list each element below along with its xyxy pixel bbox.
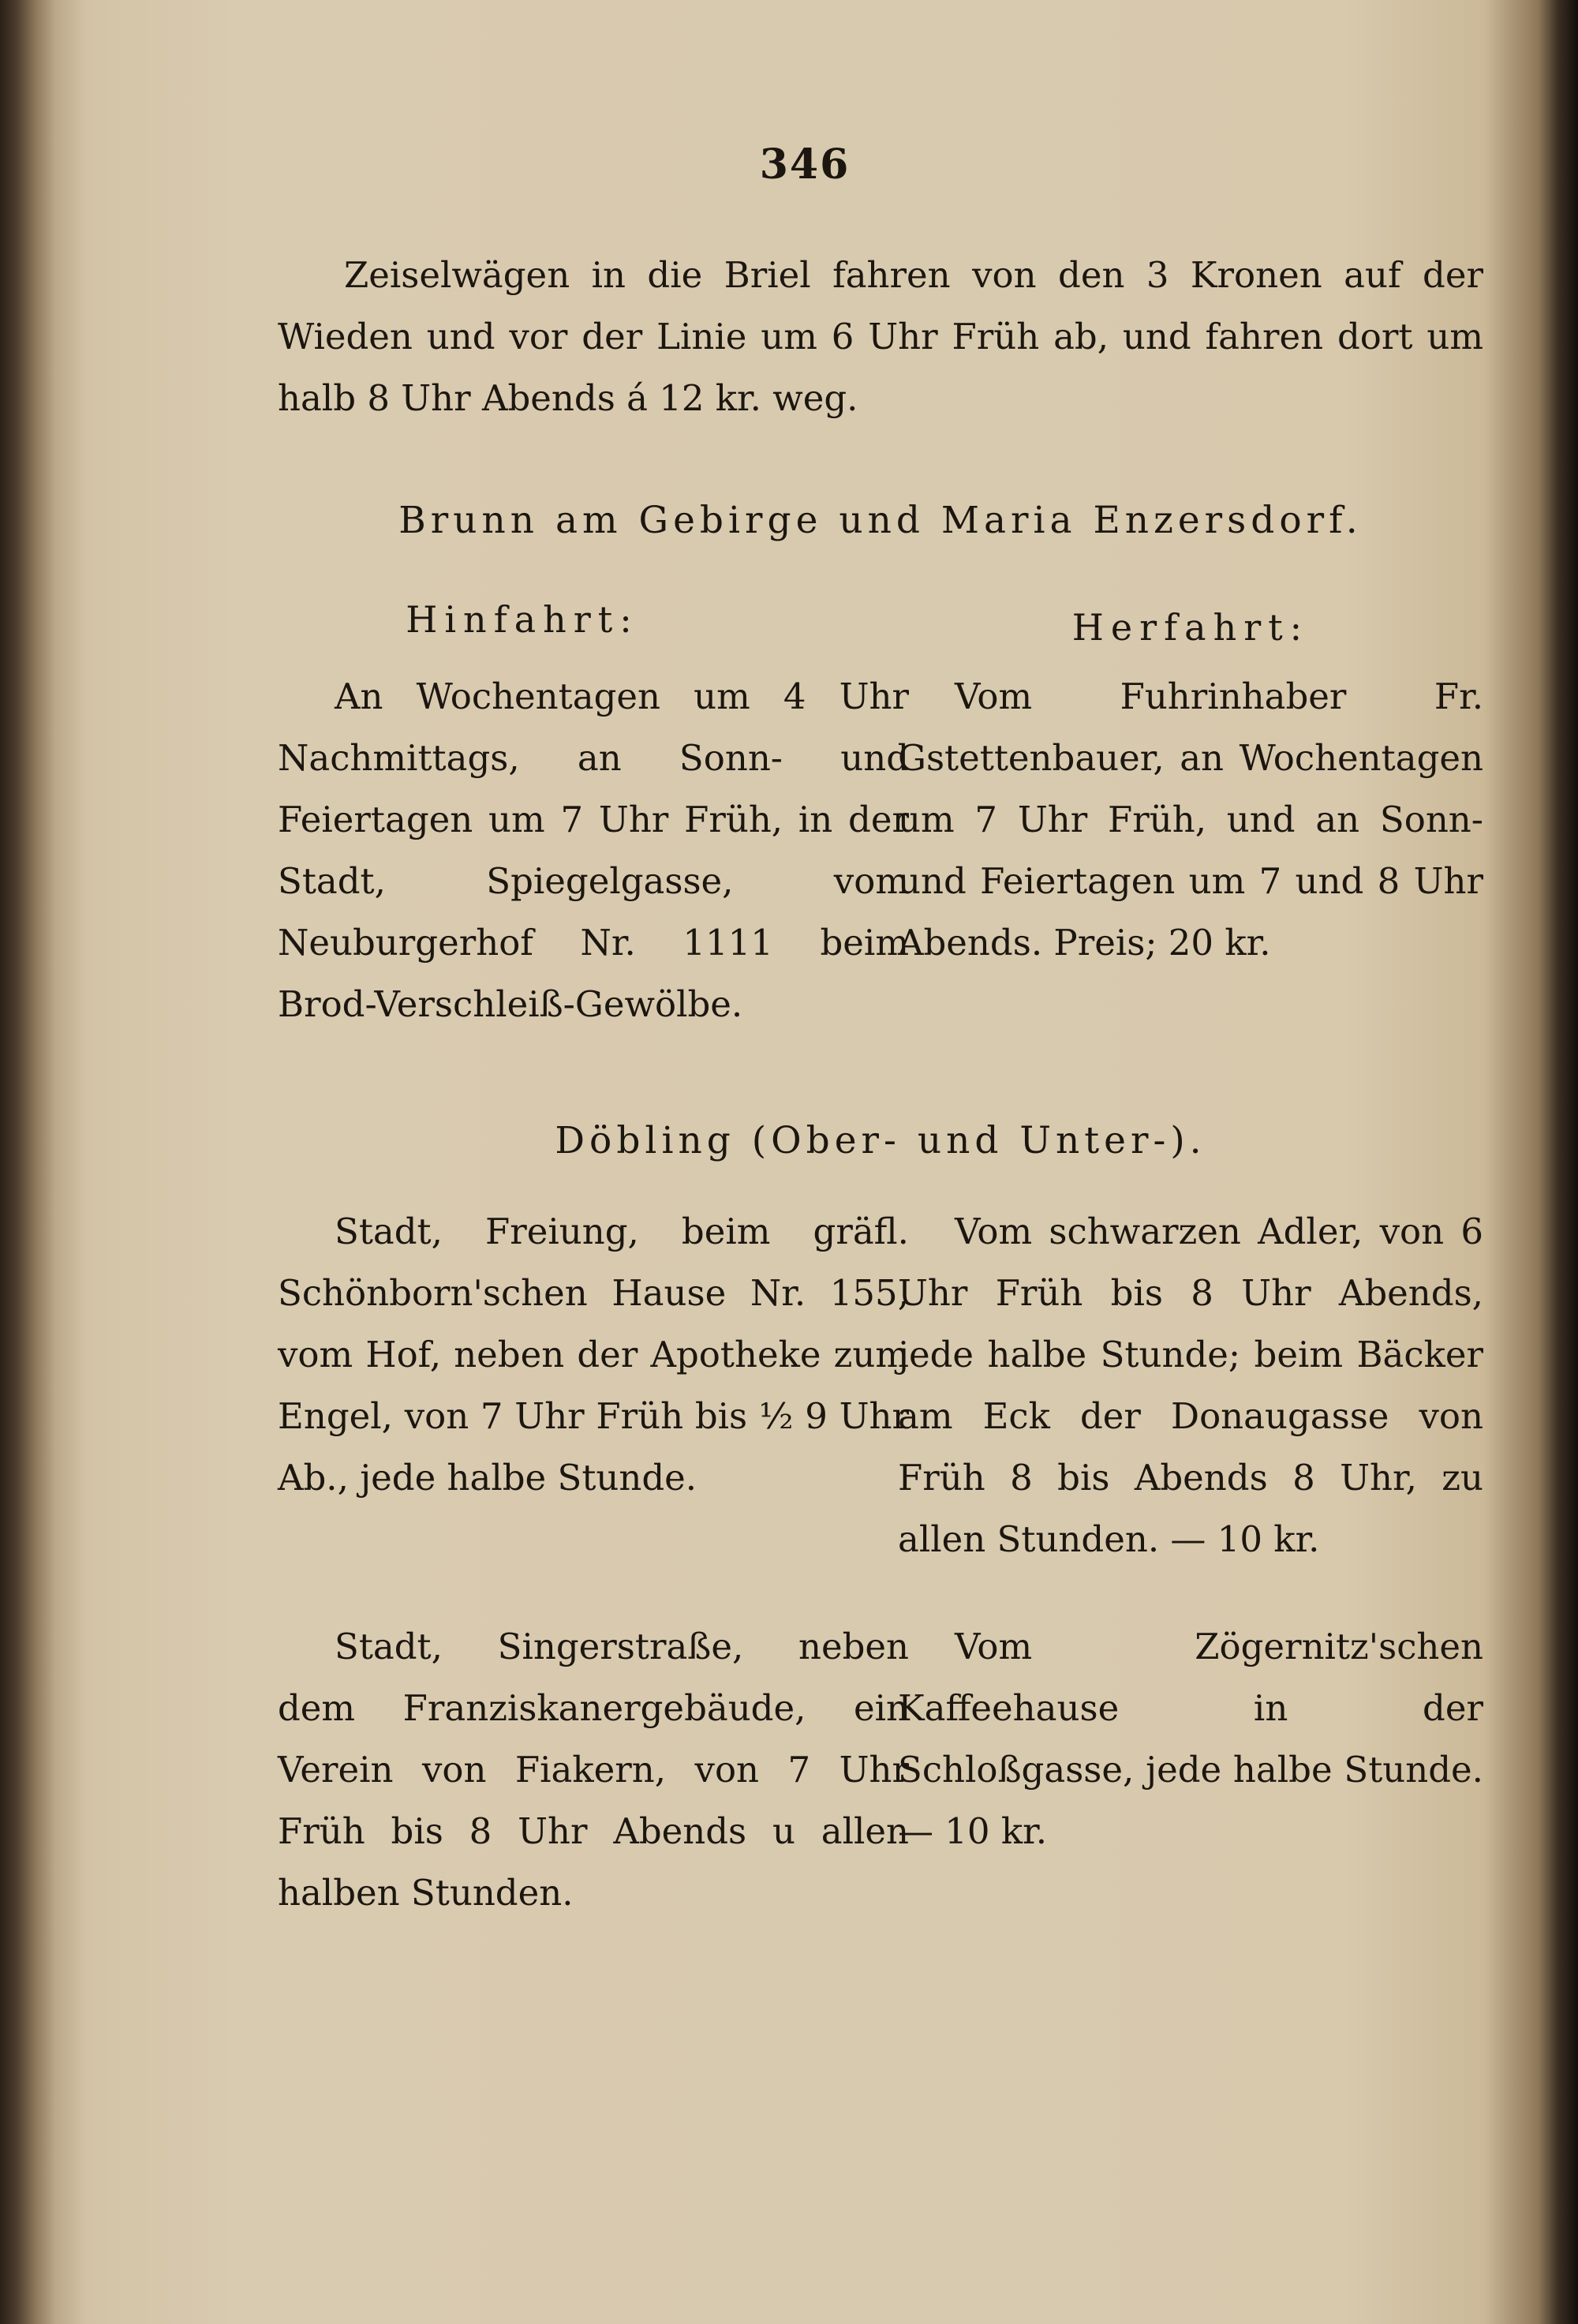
doebling-right-paragraph-1 <box>898 1201 1483 1570</box>
section-heading-doebling: Döbling (Ober- und Unter-). <box>555 1119 1206 1162</box>
intro-text: Zeiselwägen in die Briel fahren von den 3 Kronen auf der Wieden und vor der Linie um 6 Uhr Früh ab, und fahren dort um halb 8 Uhr Abends á 12 kr. weg. <box>278 254 1483 419</box>
column-heading-herfahrt: Herfahrt: <box>1071 606 1310 649</box>
hinfahrt-text: An Wochentagen um 4 Uhr Nachmittags, an Sonn- und Feiertagen um 7 Uhr Früh, in der Stadt, Spiegelgasse, vom Neuburgerhof Nr. 1111 beim Brod-Verschleiß-Gewölbe. <box>278 675 909 1025</box>
doebling-right-text-2: Vom Zögernitz'schen Kaffeehause in der Schloßgasse, jede halbe Stunde. — 10 kr. <box>898 1626 1483 1852</box>
doebling-left-text-1: Stadt, Freiung, beim gräfl. Schönborn'schen Hause Nr. 155, vom Hof, neben der Apotheke zum Engel, von 7 Uhr Früh bis ½ 9 Uhr Ab., jede halbe Stunde. <box>278 1211 909 1499</box>
hinfahrt-paragraph <box>278 666 909 1035</box>
doebling-right-text-1: Vom schwarzen Adler, von 6 Uhr Früh bis 8 Uhr Abends, jede halbe Stunde; beim Bäcker am Eck der Donaugasse von Früh 8 bis Abends 8 Uhr, zu allen Stunden. — 10 kr. <box>898 1211 1483 1560</box>
section-heading-brunn: Brunn am Gebirge und Maria Enzersdorf. <box>398 499 1363 542</box>
page-number: 346 <box>759 140 851 189</box>
doebling-left-text-2: Stadt, Singerstraße, neben dem Franziskanergebäude, ein Verein von Fiakern, von 7 Uhr Früh bis 8 Uhr Abends u allen halben Stunden. <box>278 1626 909 1914</box>
doebling-right-paragraph-2 <box>898 1616 1483 1862</box>
doebling-left-paragraph-1 <box>278 1201 909 1509</box>
doebling-left-paragraph-2 <box>278 1616 909 1924</box>
herfahrt-paragraph <box>898 666 1483 974</box>
column-heading-hinfahrt: Hinfahrt: <box>406 598 639 641</box>
book-page <box>63 0 1546 2324</box>
intro-paragraph <box>278 245 1483 429</box>
herfahrt-text: Vom Fuhrinhaber Fr. Gstettenbauer, an Wochentagen um 7 Uhr Früh, und an Sonn- und Feiertagen um 7 und 8 Uhr Abends. Preis; 20 kr. <box>898 675 1483 964</box>
